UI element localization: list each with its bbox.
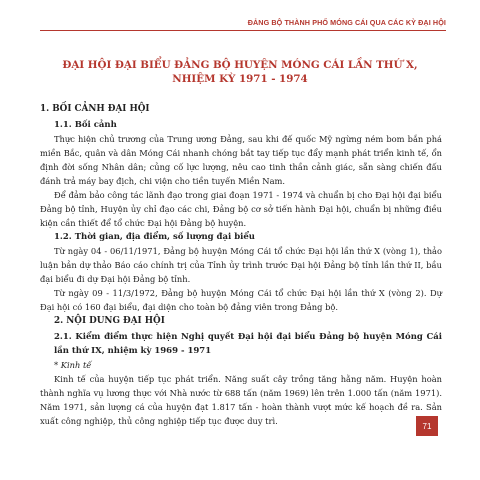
- subsection-2-1-heading: 2.1. Kiểm điểm thực hiện Nghị quyết Đại hội đại biểu Đảng bộ huyện Móng Cái lần thứ IX, nhiệm kỳ 1969 - 1971: [54, 332, 442, 356]
- running-header: ĐẢNG BỘ THÀNH PHỐ MÓNG CÁI QUA CÁC KỲ ĐẠI HỘI: [247, 18, 446, 27]
- subsection-1-2-heading: 1.2. Thời gian, địa điểm, số lượng đại biểu: [54, 232, 255, 242]
- section-1-heading: 1. BỐI CẢNH ĐẠI HỘI: [40, 104, 150, 114]
- title-line-2: NHIỆM KỲ 1971 - 1974: [172, 73, 308, 85]
- title-line-1: ĐẠI HỘI ĐẠI BIỂU ĐẢNG BỘ HUYỆN MÓNG CÁI LẦN THỨ X,: [62, 59, 418, 71]
- paragraph-1: Thực hiện chủ trương của Trung ương Đảng, sau khi đế quốc Mỹ ngừng ném bom bắn phá miền Bắc, quân và dân Móng Cái nhanh chóng bắt tay tiếp tục đẩy mạnh phát triển kinh tế, ổn định đời sống Nhân dân; củng cố lực lượng, nêu cao tinh thần cảnh giác, sẵn sàng chiến đấu đánh trả máy bay địch, chi viện cho tiền tuyến Miền Nam.: [40, 134, 442, 186]
- chapter-title: [40, 58, 440, 86]
- page-number: 71: [416, 416, 438, 436]
- paragraph-4: Từ ngày 09 - 11/3/1972, Đảng bộ huyện Móng Cái tổ chức Đại hội lần thứ X (vòng 2). Dự Đại hội có 160 đại biểu, đại diện cho toàn bộ đảng viên trong Đảng bộ.: [40, 288, 442, 312]
- body-text: [40, 102, 442, 428]
- header-rule: [40, 30, 446, 31]
- section-2-heading: 2. NỘI DUNG ĐẠI HỘI: [54, 316, 165, 326]
- paragraph-3: Từ ngày 04 - 06/11/1971, Đảng bộ huyện Móng Cái tổ chức Đại hội lần thứ X (vòng 1), thảo luận bản dự thảo Báo cáo chính trị của Tỉnh ủy trình trước Đại hội Đảng bộ tỉnh lần thứ II, bầu đại biểu đi dự Đại hội Đảng bộ tỉnh.: [40, 246, 442, 284]
- economy-note: * Kinh tế: [54, 360, 92, 370]
- subsection-1-1-heading: 1.1. Bối cảnh: [54, 120, 117, 130]
- paragraph-2: Để đảm bảo công tác lãnh đạo trong giai đoạn 1971 - 1974 và chuẩn bị cho Đại hội đại biểu Đảng bộ tỉnh, Huyện ủy chỉ đạo các chi, Đảng bộ cơ sở tiến hành Đại hội, chuẩn bị những điều kiện cần thiết để tổ chức Đại hội Đảng bộ huyện.: [40, 190, 442, 228]
- paragraph-5: Kinh tế của huyện tiếp tục phát triển. Năng suất cây trồng tăng hằng năm. Huyện hoàn thành nghĩa vụ lương thực với Nhà nước từ 688 tấn (năm 1969) lên trên 1.000 tấn (năm 1971). Năm 1971, sản lượng cá của huyện đạt 1.817 tấn - hoàn thành vượt mức kế hoạch đề ra. Sản xuất công nghiệp, thủ công nghiệp tiếp tục được duy trì.: [40, 374, 442, 426]
